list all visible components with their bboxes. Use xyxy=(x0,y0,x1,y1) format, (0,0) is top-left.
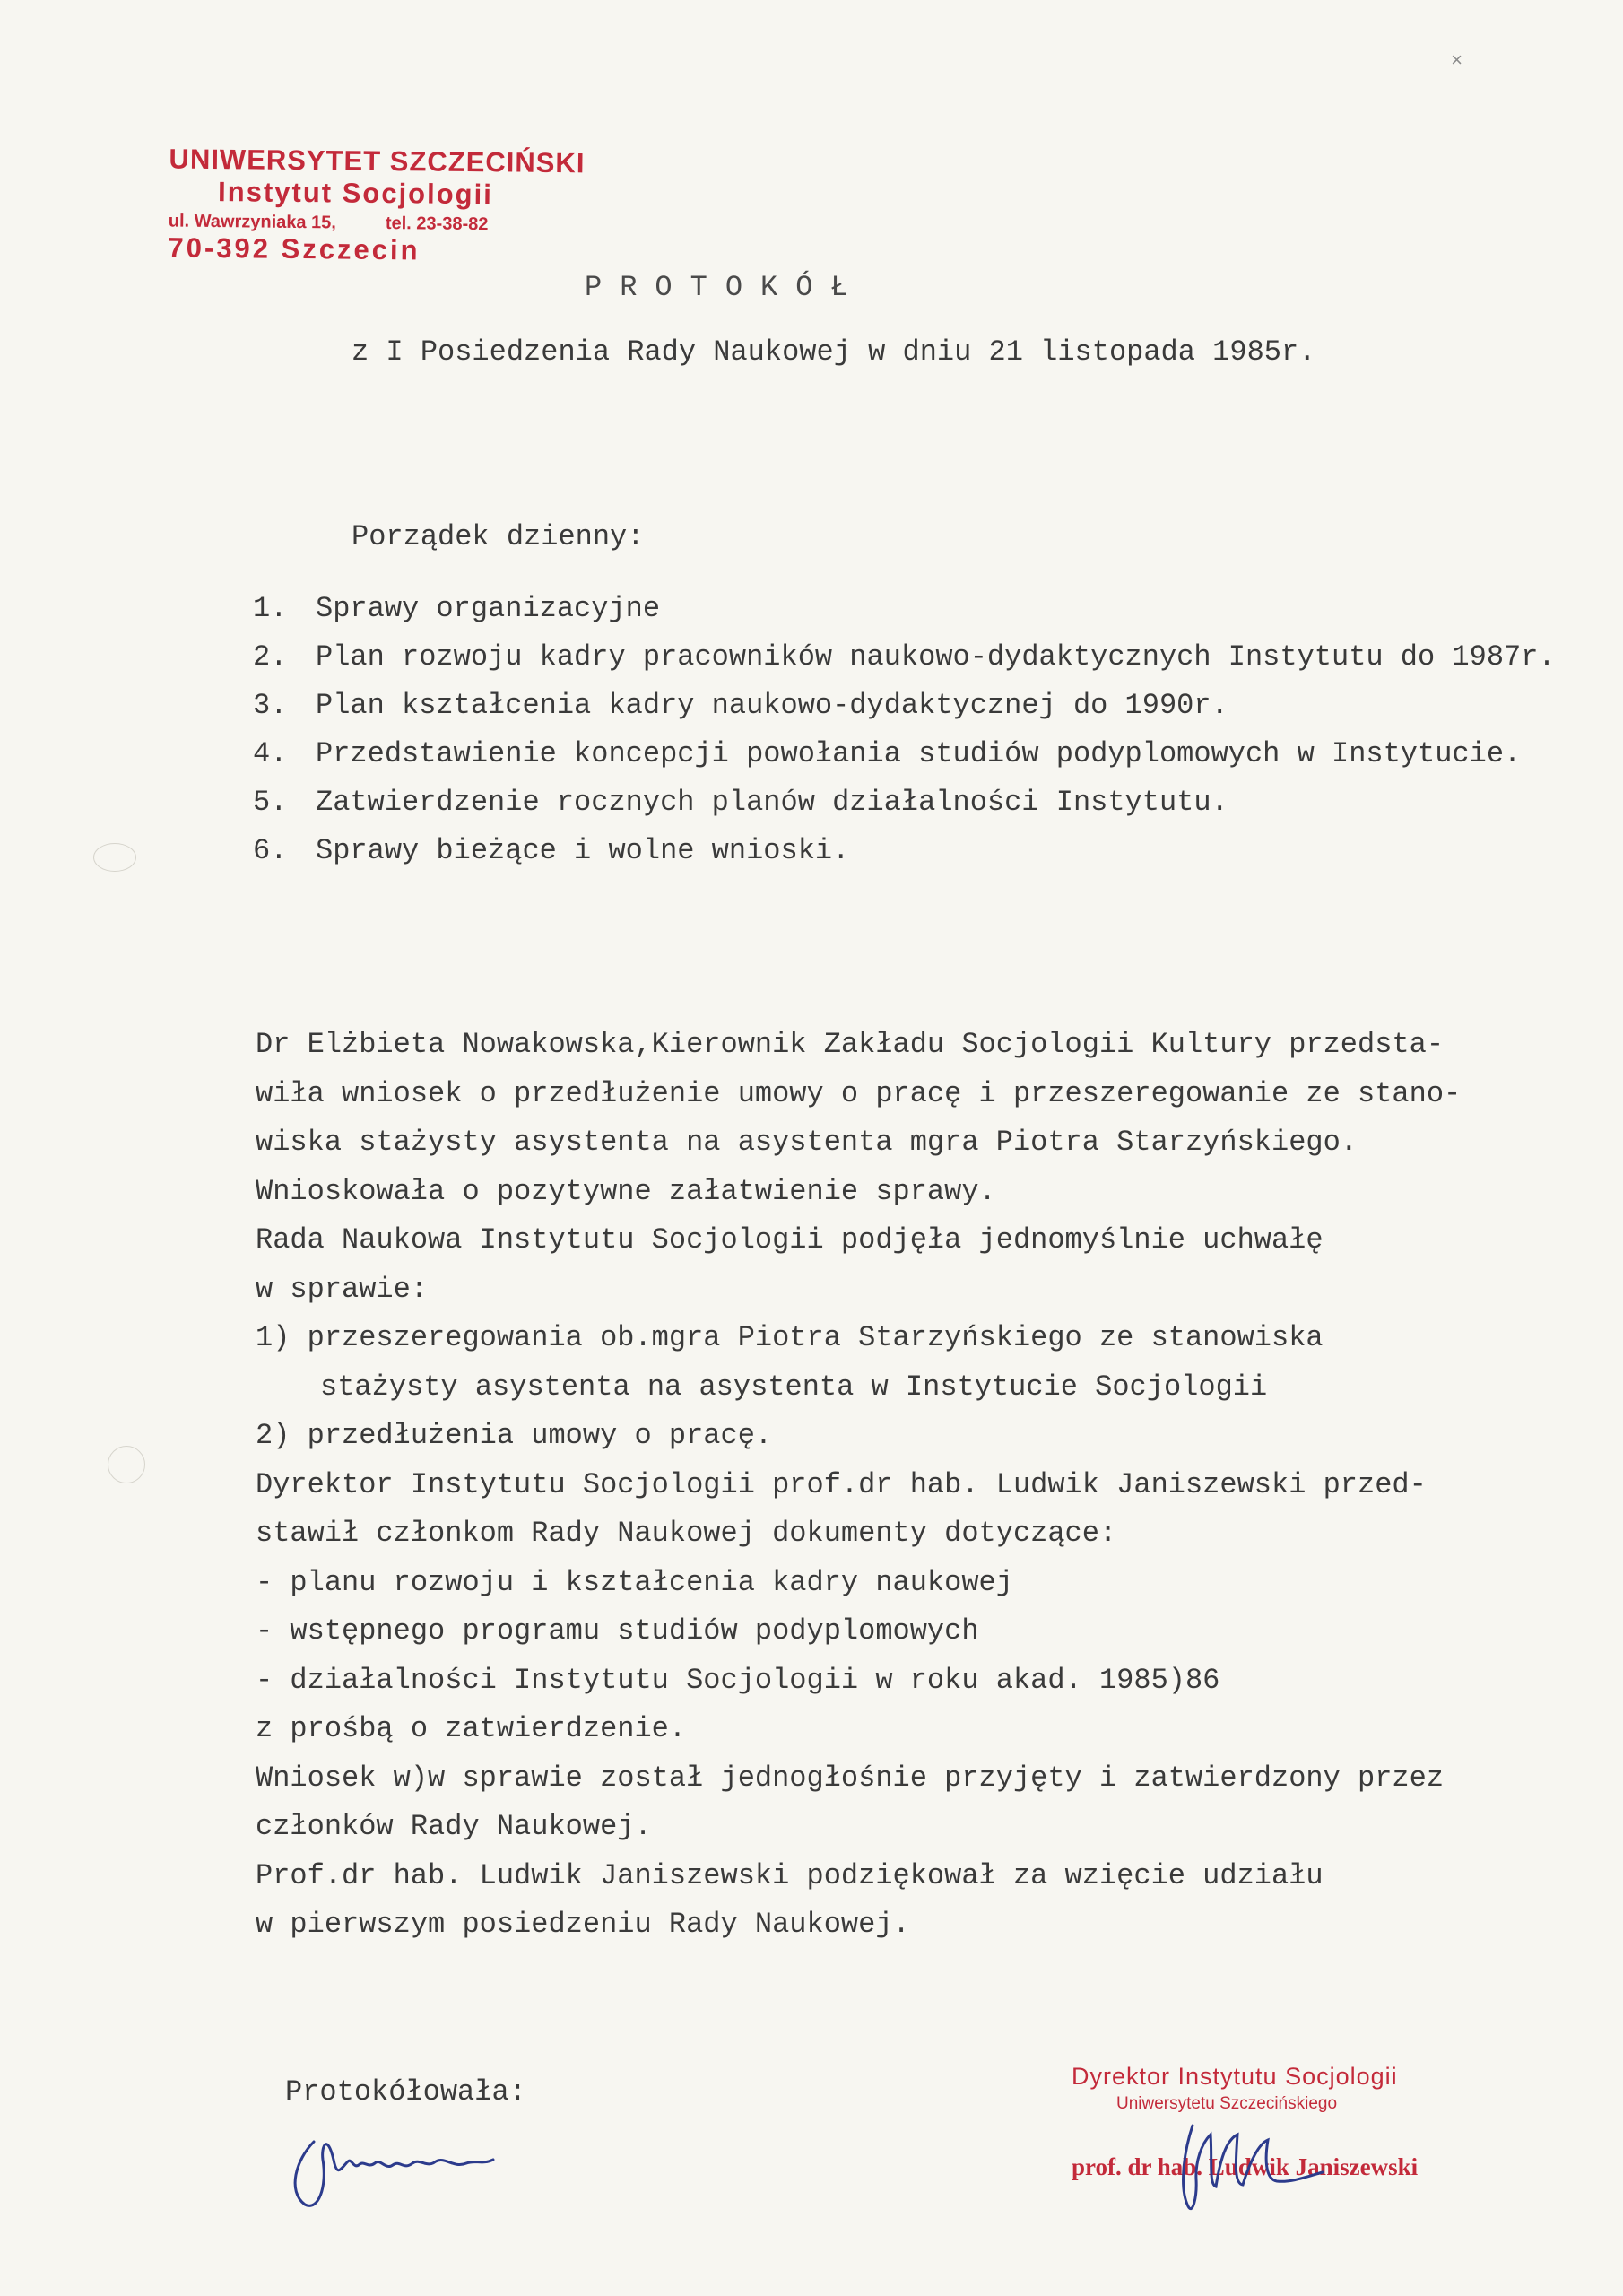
agenda-text: Sprawy organizacyjne xyxy=(316,592,661,625)
agenda-number: 6. xyxy=(253,834,288,867)
recorder-signature xyxy=(278,2106,529,2222)
body-line: Dyrektor Instytutu Socjologii prof.dr hab. Ludwik Janiszewski przed- xyxy=(256,1467,1427,1501)
document-subtitle: z I Posiedzenia Rady Naukowej w dniu 21 listopada 1985r. xyxy=(352,335,1316,369)
body-line: 1) przeszeregowania ob.mgra Piotra Starzyńskiego ze stanowiska xyxy=(256,1321,1324,1354)
agenda-item xyxy=(253,827,1562,875)
agenda-item xyxy=(253,585,1562,633)
agenda-heading: Porządek dzienny: xyxy=(352,520,645,553)
agenda-number: 3. xyxy=(253,689,288,722)
paper-smudge xyxy=(93,843,136,872)
stamp-university: UNIWERSYTET SZCZECIŃSKI xyxy=(169,143,586,179)
paper-smudge xyxy=(108,1446,145,1483)
body-line: Dr Elżbieta Nowakowska,Kierownik Zakładu Socjologii Kultury przedsta- xyxy=(256,1028,1445,1061)
body-line: stawił członkom Rady Naukowej dokumenty dotyczące: xyxy=(256,1517,1117,1550)
agenda-text: Plan rozwoju kadry pracowników naukowo-dydaktycznych Instytutu do 1987r. xyxy=(316,640,1556,674)
agenda-item xyxy=(253,682,1562,730)
body-line: - wstępnego programu studiów podyplomowych xyxy=(256,1614,979,1648)
body-line: 2) przedłużenia umowy o pracę. xyxy=(256,1419,773,1452)
director-title: Dyrektor Instytutu Socjologii xyxy=(1072,2063,1398,2090)
body-line: w pierwszym posiedzeniu Rady Naukowej. xyxy=(256,1908,910,1941)
stamp-institute: Instytut Socjologii xyxy=(217,176,493,211)
agenda-number: 1. xyxy=(253,592,288,625)
director-university: Uniwersytetu Szczecińskiego xyxy=(1116,2094,1338,2113)
body-line: wiska stażysty asystenta na asystenta mgra Piotra Starzyńskiego. xyxy=(256,1126,1358,1159)
stamp-phone: tel. 23-38-82 xyxy=(385,213,489,235)
stamp-address: ul. Wawrzyniaka 15, xyxy=(168,211,337,233)
agenda-item xyxy=(253,778,1562,827)
agenda-text: Przedstawienie koncepcji powołania studiów podyplomowych w Instytucie. xyxy=(316,737,1522,770)
director-signature xyxy=(1157,2099,1336,2233)
body-line: Wnioskowała o pozytywne załatwienie sprawy. xyxy=(256,1174,996,1208)
agenda-text: Zatwierdzenie rocznych planów działalności Instytutu. xyxy=(316,786,1228,819)
institute-stamp xyxy=(168,143,599,268)
body-line: wiła wniosek o przedłużenie umowy o pracę i przeszeregowanie ze stano- xyxy=(256,1076,1462,1110)
director-name: prof. dr hab. Ludwik Janiszewski xyxy=(1072,2153,1419,2180)
body-line: Wniosek w)w sprawie został jednogłośnie przyjęty i zatwierdzony przez xyxy=(256,1761,1445,1795)
body-line: - działalności Instytutu Socjologii w roku akad. 1985)86 xyxy=(256,1663,1220,1697)
document-title: PROTOKÓŁ xyxy=(585,271,866,304)
agenda-text: Sprawy bieżące i wolne wnioski. xyxy=(316,834,850,867)
protocol-body xyxy=(256,1021,1623,1950)
body-line: członków Rady Naukowej. xyxy=(256,1810,652,1843)
body-line: stażysty asystenta na asystenta w Instytucie Socjologii xyxy=(320,1370,1268,1404)
agenda-list xyxy=(253,585,1562,875)
body-line: Prof.dr hab. Ludwik Janiszewski podziękował za wzięcie udziału xyxy=(256,1858,1324,1892)
corner-mark: × xyxy=(1451,50,1463,73)
agenda-number: 2. xyxy=(253,640,288,674)
agenda-item xyxy=(253,730,1562,778)
body-line: z prośbą o zatwierdzenie. xyxy=(256,1712,687,1745)
agenda-text: Plan kształcenia kadry naukowo-dydaktycznej do 1990r. xyxy=(316,689,1228,722)
agenda-number: 4. xyxy=(253,737,288,770)
body-line: - planu rozwoju i kształcenia kadry naukowej xyxy=(256,1565,1013,1599)
body-line: w sprawie: xyxy=(256,1272,429,1306)
agenda-item xyxy=(253,633,1562,682)
recorder-label: Protokółowała: xyxy=(285,2075,526,2109)
body-line: Rada Naukowa Instytutu Socjologii podjęła jednomyślnie uchwałę xyxy=(256,1223,1324,1257)
agenda-number: 5. xyxy=(253,786,288,819)
stamp-city: 70-392 Szczecin xyxy=(168,231,421,266)
